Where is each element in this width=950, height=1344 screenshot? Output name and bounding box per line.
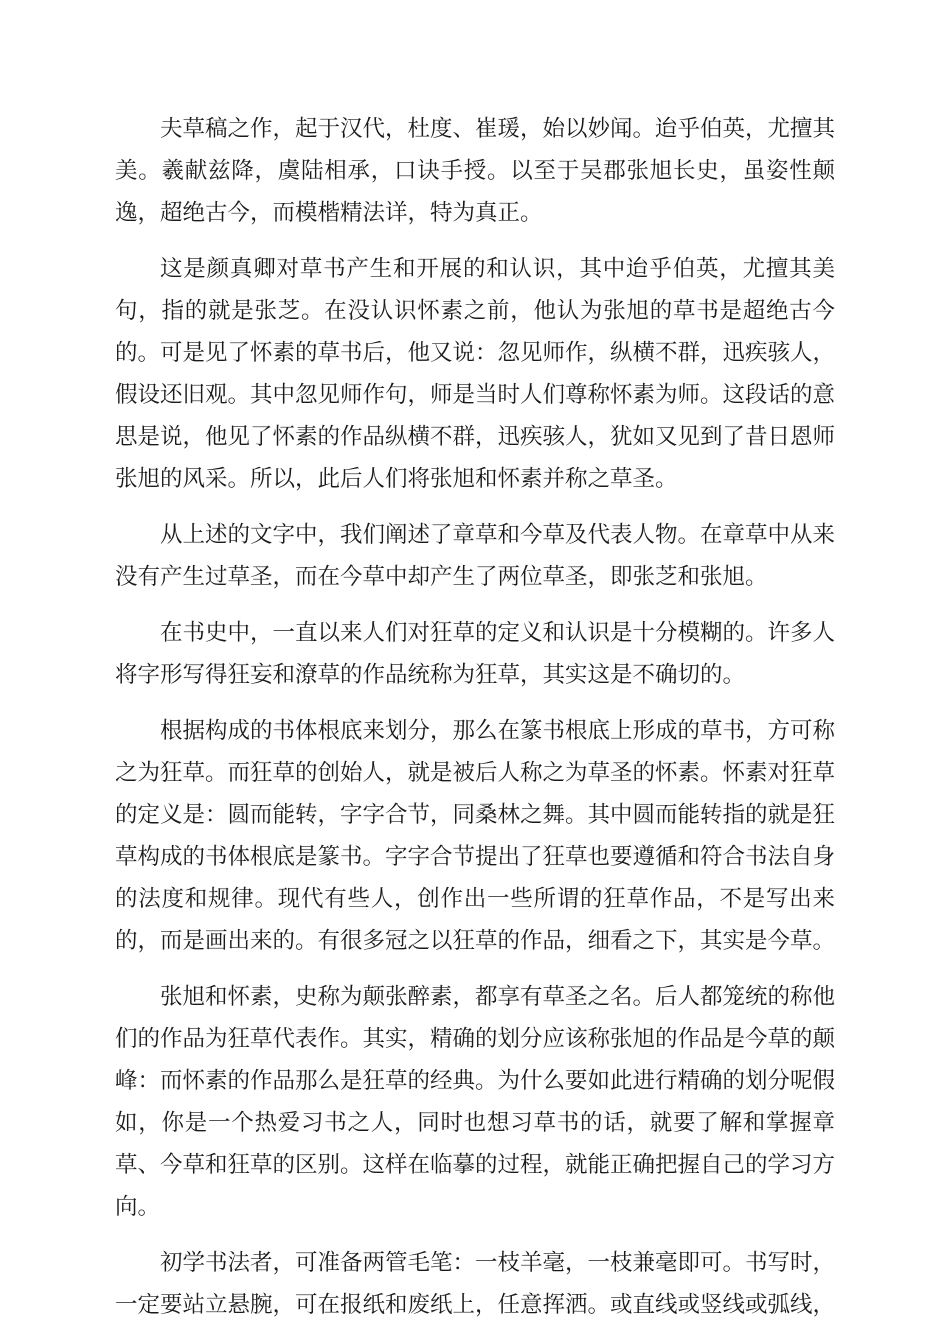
document-body	[115, 108, 835, 1340]
paragraph-7: 初学书法者，可准备两管毛笔：一枝羊毫，一枝兼毫即可。书写时，一定要站立悬腕，可在报纸和废纸上，任意挥洒。或直线或竖线或弧线，	[115, 1250, 836, 1318]
paragraph-5: 根据构成的书体根底来划分，那么在篆书根底上形成的草书，方可称之为狂草。而狂草的创始人，就是被后人称之为草圣的怀素。怀素对狂草的定义是：圆而能转，字字合节，同桑林之舞。其中圆而能转指的就是狂草构成的书体根底是篆书。字字合节提出了狂草也要遵循和符合书法自身的法度和规律。现代有些人，创作出一些所谓的狂草作品，不是写出来的，而是画出来的。有很多冠之以狂草的作品，细看之下，其实是今草。	[115, 718, 836, 954]
paragraph-2: 这是颜真卿对草书产生和开展的和认识，其中迨乎伯英，尤擅其美句，指的就是张芝。在没认识怀素之前，他认为张旭的草书是超绝古今的。可是见了怀素的草书后，他又说：忽见师作，纵横不群，迅疾骇人，假设还旧观。其中忽见师作句，师是当时人们尊称怀素为师。这段话的意思是说，他见了怀素的作品纵横不群，迅疾骇人，犹如又见到了昔日恩师张旭的风采。所以，此后人们将张旭和怀素并称之草圣。	[115, 256, 836, 492]
paragraph-6: 张旭和怀素，史称为颠张醉素，都享有草圣之名。后人都笼统的称他们的作品为狂草代表作。其实，精确的划分应该称张旭的作品是今草的颠峰：而怀素的作品那么是狂草的经典。为什么要如此进行精确的划分呢假如，你是一个热爱习书之人，同时也想习草书的话，就要了解和掌握章草、今草和狂草的区别。这样在临摹的过程，就能正确把握自己的学习方向。	[115, 984, 836, 1220]
paragraph-1: 夫草稿之作，起于汉代，杜度、崔瑗，始以妙闻。迨乎伯英，尤擅其美。羲献兹降，虞陆相承，口诀手授。以至于吴郡张旭长史，虽姿性颠逸，超绝古今，而模楷精法详，特为真正。	[115, 116, 836, 226]
paragraph-4: 在书史中，一直以来人们对狂草的定义和认识是十分模糊的。许多人将字形写得狂妄和潦草的作品统称为狂草，其实这是不确切的。	[115, 620, 836, 688]
paragraph-3: 从上述的文字中，我们阐述了章草和今草及代表人物。在章草中从来没有产生过草圣，而在今草中却产生了两位草圣，即张芝和张旭。	[115, 522, 836, 590]
